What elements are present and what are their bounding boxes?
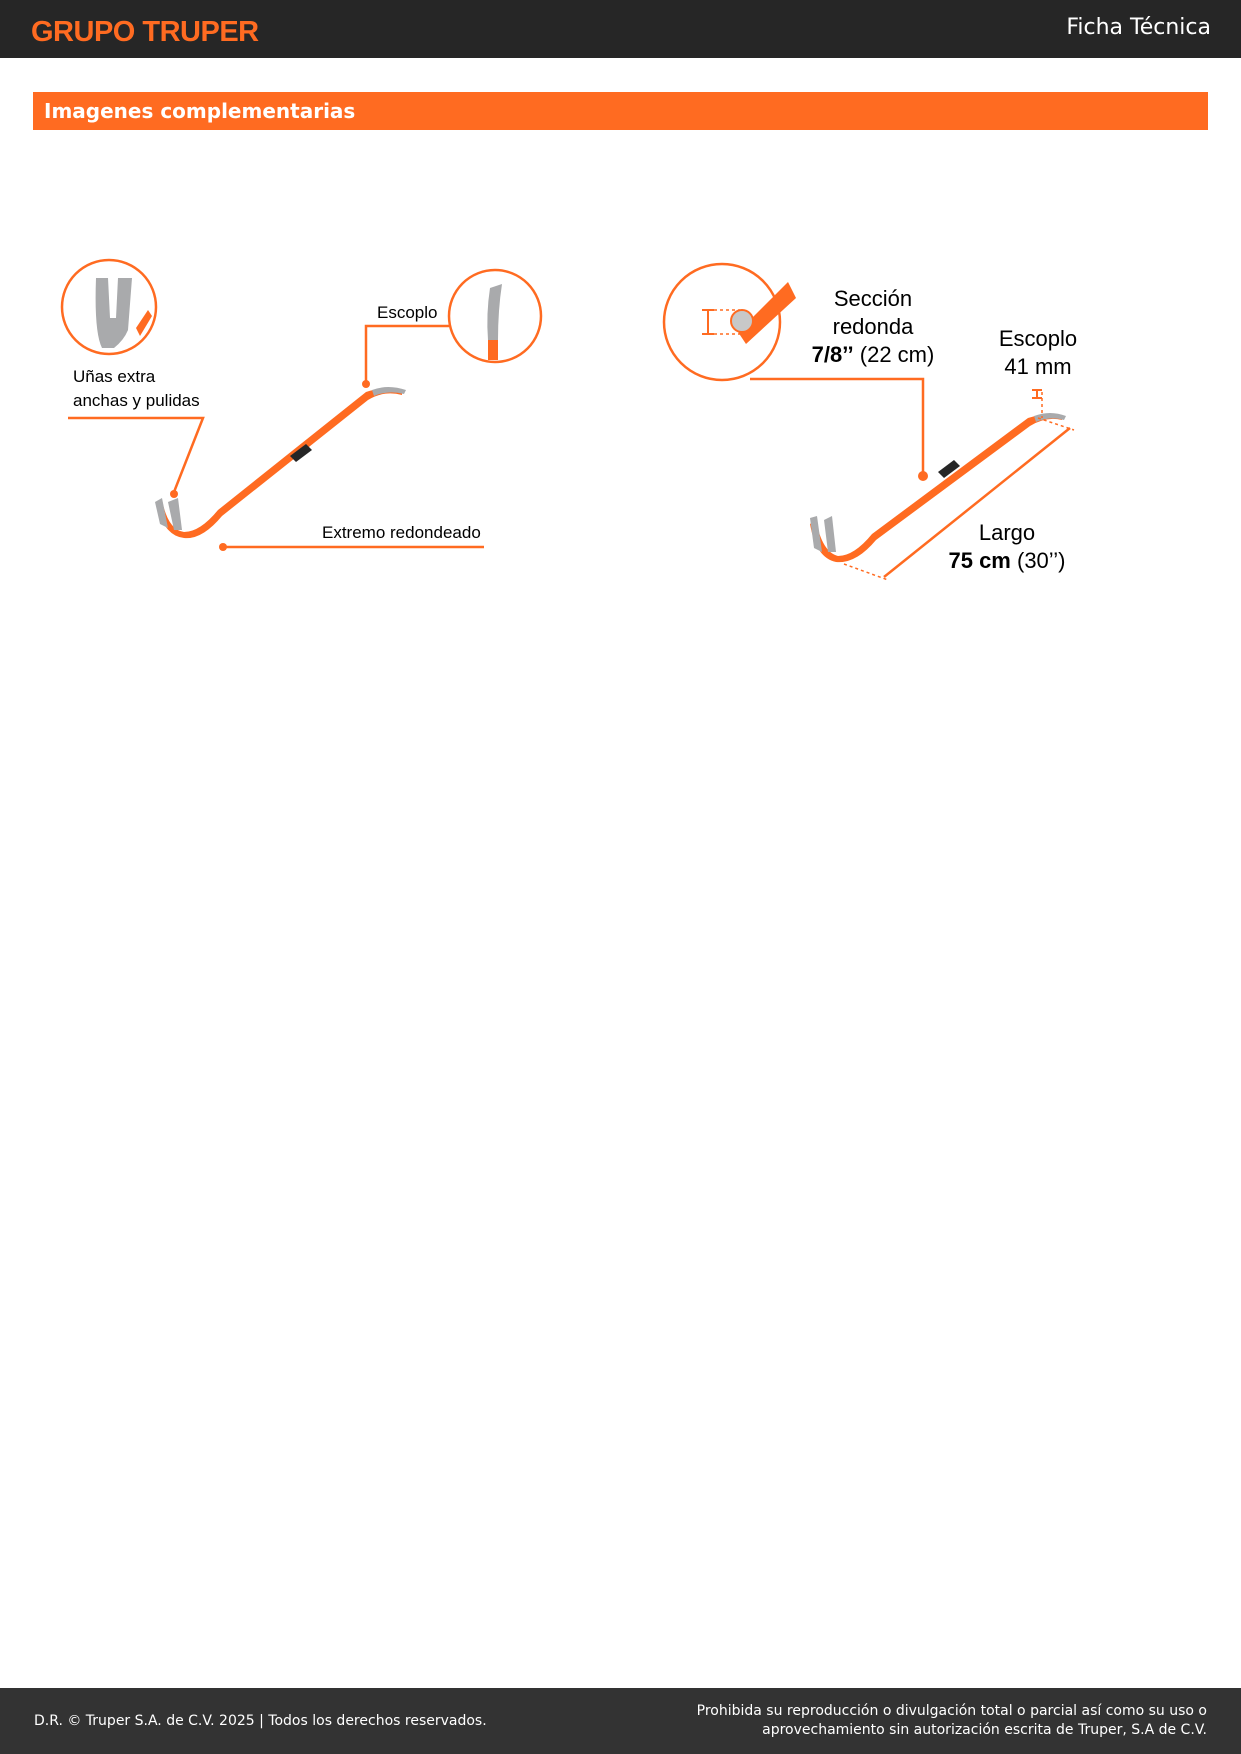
round-section-detail-icon bbox=[664, 264, 796, 380]
claws-callout-line2: anchas y pulidas bbox=[73, 391, 200, 410]
end-callout: Extremo redondeado bbox=[322, 523, 481, 542]
claws-callout-line1: Uñas extra bbox=[73, 367, 156, 386]
document-type-title: Ficha Técnica bbox=[1066, 15, 1211, 40]
header-bar bbox=[0, 0, 1241, 58]
section-header bbox=[33, 92, 1208, 130]
footer-notice-line1: Prohibida su reproducción o divulgación total o parcial así como su uso o bbox=[696, 1703, 1207, 1719]
chisel-leader-dot bbox=[362, 380, 370, 388]
section-leader-dot bbox=[918, 471, 928, 481]
length-value-imperial: (30’’) bbox=[1010, 548, 1066, 573]
chisel-dimension-value: 41 mm bbox=[1004, 354, 1072, 379]
section-callout-line1: Sección bbox=[833, 286, 913, 311]
section-diameter-metric: (22 cm) bbox=[853, 342, 935, 367]
length-value bbox=[927, 548, 1087, 574]
claws-leader-line bbox=[68, 418, 203, 492]
section-leader-line bbox=[750, 379, 923, 474]
features-illustration bbox=[50, 240, 550, 580]
length-value-metric: 75 cm bbox=[948, 548, 1011, 573]
footer-notice bbox=[697, 1702, 1207, 1740]
footer-bar bbox=[0, 1688, 1241, 1754]
dimensions-illustration bbox=[660, 240, 1120, 590]
section-callout-line2: redonda bbox=[832, 314, 914, 339]
brand-logo: GRUPO TRUPER bbox=[31, 16, 259, 48]
chisel-detail-icon bbox=[449, 270, 541, 362]
chisel-leader-line bbox=[366, 326, 449, 382]
chisel-callout: Escoplo bbox=[377, 303, 438, 322]
footer-notice-line2: aprovechamiento sin autorización escrita de Truper, S.A de C.V. bbox=[762, 1722, 1207, 1738]
section-title: Imagenes complementarias bbox=[44, 99, 356, 123]
claws-leader-dot bbox=[170, 490, 178, 498]
claws-detail-icon bbox=[62, 260, 156, 354]
length-label: Largo bbox=[978, 520, 1036, 545]
chisel-dimension-mark bbox=[1032, 390, 1042, 398]
end-leader-dot bbox=[219, 543, 227, 551]
section-diameter-value bbox=[788, 342, 958, 368]
footer-copyright: D.R. © Truper S.A. de C.V. 2025 | Todos los derechos reservados. bbox=[34, 1713, 487, 1729]
section-diameter-imperial: 7/8’’ bbox=[811, 342, 854, 367]
chisel-dimension-label: Escoplo bbox=[998, 326, 1078, 351]
